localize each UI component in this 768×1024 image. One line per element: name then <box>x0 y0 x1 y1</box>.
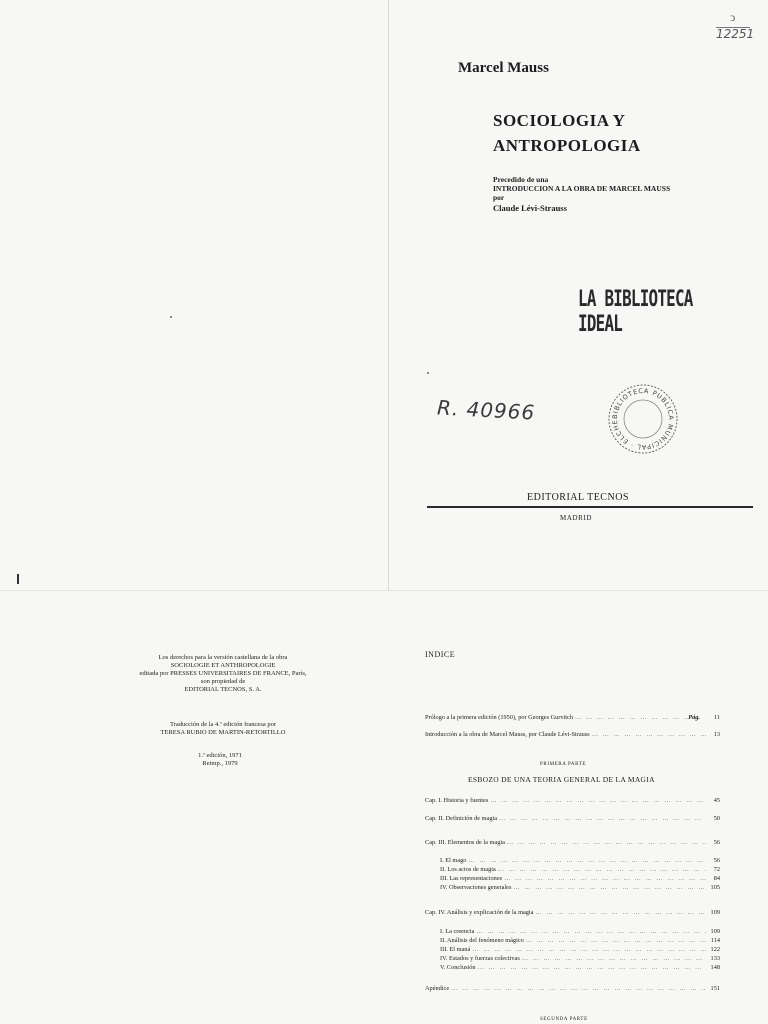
rights-line: Los derechos para la versión castellana de la obra <box>158 654 288 661</box>
library-stamp: LA BIBLIOTECA IDEAL <box>578 287 693 337</box>
page-gutter-horizontal <box>0 590 768 591</box>
rights-line: EDITORIAL TECNOS, S. A. <box>184 686 262 693</box>
toc-label: V. Conclusión <box>440 964 476 971</box>
toc-label: IV. Estados y fuerzas colectivas <box>440 955 520 962</box>
part-title: ESBOZO DE UNA TEORIA GENERAL DE LA MAGIA <box>468 775 655 784</box>
toc-page: 105 <box>710 884 720 891</box>
toc-leader <box>573 714 688 722</box>
toc-label: Prólogo a la primera edición (1950), por Georges Gurvitch <box>425 714 573 721</box>
toc-page: 122 <box>710 946 720 953</box>
toc-page: 72 <box>713 866 720 873</box>
toc-section[interactable] <box>440 928 720 936</box>
toc-leader <box>476 964 706 972</box>
part-label: PRIMERA PARTE <box>540 762 587 767</box>
index-heading: INDICE <box>425 650 456 659</box>
toc-appendix[interactable] <box>425 985 720 993</box>
rights-line: editada por PRESSES UNIVERSITAIRES DE FRANCE, París, <box>139 670 307 677</box>
toc-leader <box>474 928 706 936</box>
toc-section[interactable] <box>440 857 720 865</box>
toc-page: 109 <box>710 928 720 935</box>
toc-section[interactable] <box>440 955 720 963</box>
toc-label: Cap. IV. Análisis y explicación de la magia <box>425 909 534 916</box>
paper-speck <box>427 372 429 374</box>
toc-page: 133 <box>710 955 720 962</box>
paper-speck <box>170 316 172 318</box>
preceded-line: por <box>493 193 505 202</box>
seal-text: BIBLIOTECA PUBLICA MUNICIPAL · ELCHE <box>610 386 676 452</box>
paper-edge-mark <box>17 574 19 584</box>
toc-label: Cap. III. Elementos de la magia <box>425 839 505 846</box>
toc-label: I. La creencia <box>440 928 475 935</box>
toc-page: 56 <box>713 839 720 846</box>
toc-label: Introducción a la obra de Marcel Mauss, por Claude Lévi-Strauss <box>425 731 590 738</box>
toc-page-word: Pág. <box>688 714 700 721</box>
toc-page: 50 <box>713 815 720 822</box>
toc-entry[interactable] <box>425 714 720 722</box>
toc-page: 13 <box>713 731 720 738</box>
toc-page: 84 <box>713 875 720 882</box>
toc-leader <box>488 797 706 805</box>
toc-section[interactable] <box>440 946 720 954</box>
preceded-line: Precedido de una <box>493 175 549 184</box>
book-title-line-2: ANTROPOLOGIA <box>493 136 641 155</box>
publisher-name: EDITORIAL TECNOS <box>527 492 629 503</box>
toc-label: IV. Observaciones generales <box>440 884 512 891</box>
toc-label: II. Análisis del fenómeno mágico <box>440 937 524 944</box>
toc-leader <box>533 909 706 917</box>
toc-leader <box>496 866 706 874</box>
edition-line: 1.ª edición, 1971 <box>198 752 242 759</box>
toc-page: 151 <box>710 985 720 992</box>
toc-leader <box>511 884 706 892</box>
rights-line: son propiedad de <box>200 678 246 685</box>
publisher-city: MADRID <box>560 514 592 522</box>
toc-page: 11 <box>713 714 720 721</box>
toc-label: I. El mago <box>440 857 467 864</box>
toc-page: 109 <box>710 909 720 916</box>
toc-label: III. El maná <box>440 946 471 953</box>
toc-leader <box>590 731 706 739</box>
toc-page: 45 <box>713 797 720 804</box>
toc-leader <box>466 857 706 865</box>
toc-leader <box>449 985 706 993</box>
rights-notice <box>108 654 338 694</box>
toc-page: 114 <box>710 937 720 944</box>
toc-label: Apéndice <box>425 985 450 992</box>
toc-label: Cap. II. Definición de magia <box>425 815 498 822</box>
toc-leader <box>502 875 706 883</box>
toc-page: 56 <box>713 857 720 864</box>
edition-line: Reimp., 1979 <box>202 760 238 767</box>
handwritten-catalog-number: 12251 <box>716 27 755 41</box>
translator-name: TERESA RUBIO DE MARTIN-RETORTILLO <box>160 729 286 736</box>
part-label: SEGUNDA PARTE <box>540 1017 588 1022</box>
toc-leader <box>497 815 706 823</box>
toc-chapter[interactable] <box>425 797 720 805</box>
toc-label: III. Las representaciones <box>440 875 503 882</box>
toc-chapter[interactable] <box>425 815 720 823</box>
toc-chapter[interactable] <box>425 839 720 847</box>
book-title <box>493 108 641 158</box>
toc-label: II. Los actos de magia <box>440 866 496 873</box>
toc-entry[interactable] <box>425 731 720 739</box>
translation-line: Traducción de la 4.ª edición francesa por <box>169 721 277 728</box>
page-gutter-vertical <box>388 0 389 590</box>
toc-section[interactable] <box>440 964 720 972</box>
edition-info <box>170 752 270 768</box>
preceded-line: INTRODUCCION A LA OBRA DE MARCEL MAUSS <box>493 184 671 193</box>
toc-leader <box>520 955 706 963</box>
toc-section[interactable] <box>440 866 720 874</box>
toc-chapter[interactable] <box>425 909 720 917</box>
book-author: Marcel Mauss <box>458 60 549 76</box>
toc-leader <box>505 839 706 847</box>
rights-line: SOCIOLOGIE ET ANTHROPOLOGIE <box>170 662 276 669</box>
toc-section[interactable] <box>440 884 720 892</box>
toc-section[interactable] <box>440 937 720 945</box>
introduction-author: Claude Lévi-Strauss <box>493 203 567 213</box>
toc-leader <box>524 937 706 945</box>
toc-page: 148 <box>710 964 720 971</box>
publisher-rule <box>427 506 753 508</box>
toc-section[interactable] <box>440 875 720 883</box>
handwritten-mark: ↄ <box>730 10 736 24</box>
toc-leader <box>470 946 706 954</box>
handwritten-register-number: R. 40966 <box>436 395 536 425</box>
preceded-by-block <box>493 175 670 213</box>
toc-label: Cap. I. Historia y fuentes <box>425 797 489 804</box>
translation-credit <box>118 721 328 737</box>
book-title-line-1: SOCIOLOGIA Y <box>493 111 626 130</box>
library-seal-icon <box>607 383 679 455</box>
